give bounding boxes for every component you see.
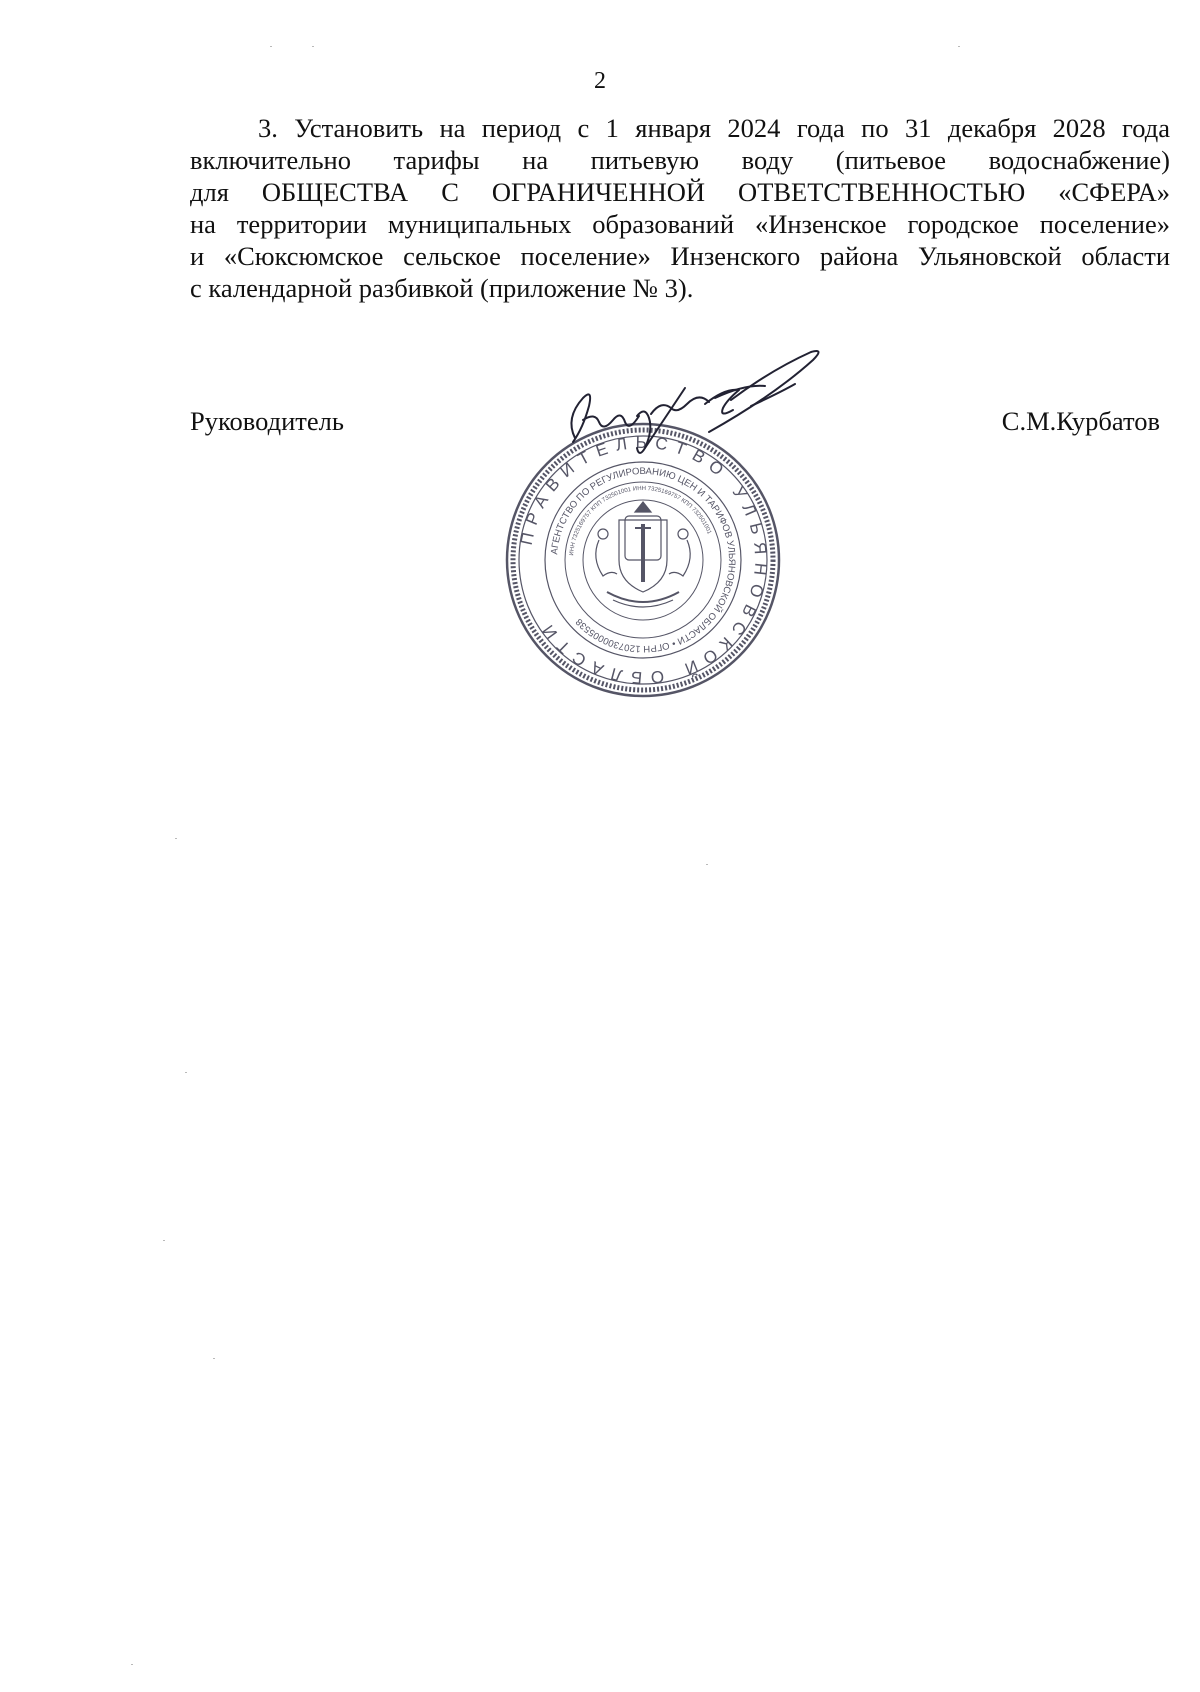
coat-of-arms-icon — [596, 502, 690, 607]
scan-speck — [958, 46, 960, 47]
svg-text:ИНН 7325169757 КПП 732501001 И — [569, 486, 712, 556]
clause-line: на территории муниципальных образований «Инзенское городское поселение» — [190, 209, 1170, 239]
scan-speck — [163, 1240, 165, 1241]
scan-speck — [175, 838, 177, 839]
scan-speck — [131, 1664, 133, 1665]
clause-line: включительно тарифы на питьевую воду (питьевое водоснабжение) — [190, 145, 1170, 175]
clause-line: и «Сюксюмское сельское поселение» Инзенского района Ульяновской области — [190, 241, 1170, 271]
seal-outer-text: ПРАВИТЕЛЬСТВО УЛЬЯНОВСКОЙ ОБЛАСТИ — [516, 432, 771, 688]
clause-line: с календарной разбивкой (приложение № 3). — [190, 273, 694, 303]
handwritten-signature-icon — [555, 350, 855, 470]
scan-speck — [270, 46, 272, 47]
scan-speck — [185, 1072, 187, 1073]
clause-line: 3. Установить на период с 1 января 2024 года по 31 декабря 2028 года — [258, 113, 1170, 143]
clause-paragraph — [190, 112, 1170, 304]
page-number: 2 — [594, 68, 606, 94]
scan-speck — [213, 1358, 215, 1359]
clause-line: для ОБЩЕСТВА С ОГРАНИЧЕННОЙ ОТВЕТСТВЕННОСТЬЮ «СФЕРА» — [190, 177, 1170, 207]
seal-inner-text: АГЕНТСТВО ПО РЕГУЛИРОВАНИЮ ЦЕН И ТАРИФОВ УЛЬЯНОВСКОЙ ОБЛАСТИ • ОГРН 1207300005538 — [549, 465, 738, 655]
signatory-name: С.М.Курбатов — [1001, 406, 1160, 436]
scan-speck — [312, 46, 314, 47]
seal-id-text: ИНН 7325169757 КПП 732501001 ИНН 7325169757 КПП 732501001 — [569, 485, 712, 556]
signatory-position: Руководитель — [190, 406, 344, 436]
scan-speck — [706, 864, 708, 865]
